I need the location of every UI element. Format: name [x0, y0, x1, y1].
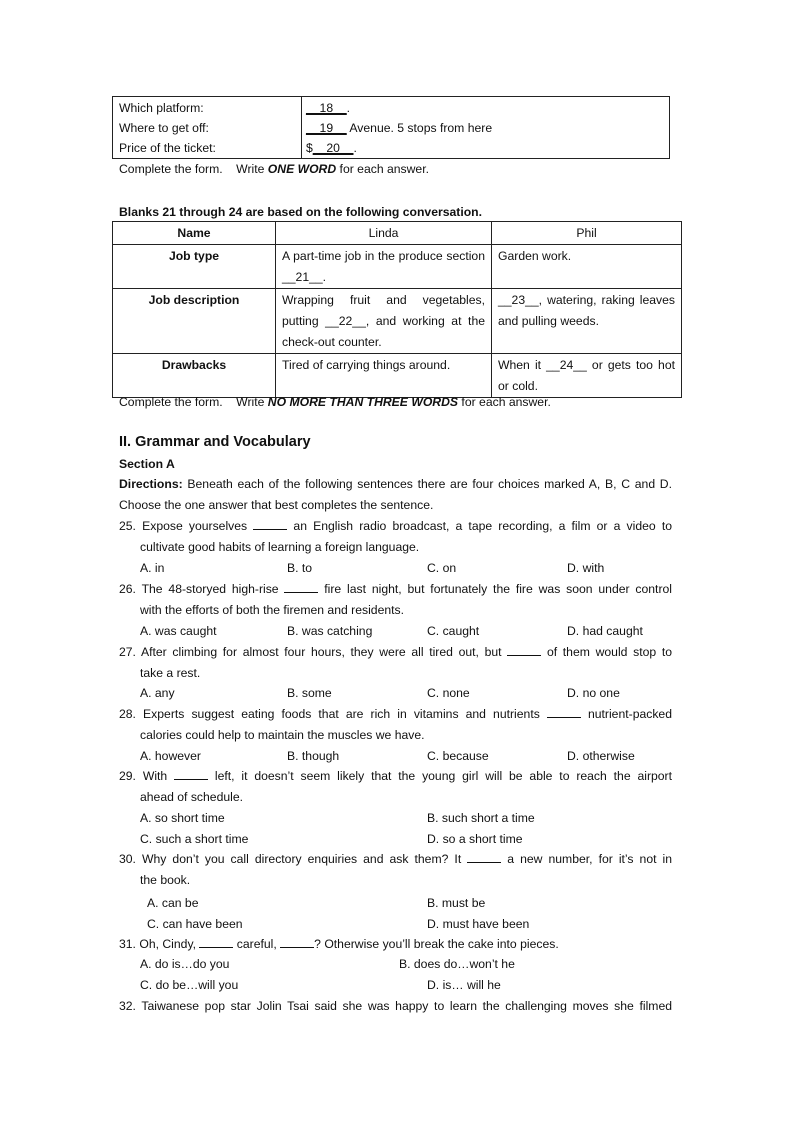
form-table-jobs	[112, 221, 682, 398]
answer-blank	[507, 645, 541, 656]
linda-cell: A part-time job in the produce section __21__.	[276, 245, 492, 289]
option-c: C. such a short time	[140, 832, 249, 846]
row-label: Job type	[113, 245, 276, 289]
question-28: 28. Experts suggest eating foods that are rich in vitamins and nutrients nutrient-packed calories could help to maintain the muscles we have.	[119, 707, 672, 742]
table-header-row	[113, 222, 682, 245]
table-row	[113, 245, 682, 289]
answer-blank	[467, 852, 501, 863]
option-b: B. was catching	[287, 624, 373, 638]
option-a: A. was caught	[140, 624, 217, 638]
option-c: C. can have been	[147, 917, 243, 931]
option-a: A. in	[140, 561, 165, 575]
option-b: B. must be	[427, 896, 486, 910]
table-row	[113, 289, 682, 354]
answer-blank	[253, 519, 287, 530]
linda-cell: Wrapping fruit and vegetables, putting __22__, and working at the check-out counter.	[276, 289, 492, 354]
form1-instruction: Complete the form. Write ONE WORD for each answer.	[119, 162, 429, 176]
option-d: D. no one	[567, 686, 620, 700]
phil-cell: When it __24__ or gets too hot or cold.	[492, 354, 682, 398]
question-32: 32. Taiwanese pop star Jolin Tsai said she was happy to learn the challenging moves she filmed	[119, 999, 672, 1013]
option-d: D. must have been	[427, 917, 530, 931]
answer-blank	[284, 582, 318, 593]
blank-19: __19__	[306, 121, 347, 135]
row-value: $__20__.	[306, 141, 357, 155]
question-29: 29. With left, it doesn’t seem likely that the young girl will be able to reach the airport ahead of schedule.	[119, 769, 673, 804]
option-a: A. however	[140, 749, 201, 763]
option-a: A. any	[140, 686, 175, 700]
table-row	[113, 138, 669, 158]
row-label: Price of the ticket:	[119, 141, 216, 155]
row-label: Where to get off:	[119, 121, 209, 135]
option-d: D. so a short time	[427, 832, 523, 846]
header-phil: Phil	[492, 222, 682, 245]
blank-20: __20__	[312, 141, 354, 155]
form2-intro: Blanks 21 through 24 are based on the following conversation.	[119, 205, 482, 219]
option-c: C. none	[427, 686, 470, 700]
option-d: D. had caught	[567, 624, 643, 638]
row-value: __19__ Avenue. 5 stops from here	[306, 121, 493, 135]
linda-cell: Tired of carrying things around.	[276, 354, 492, 398]
answer-blank	[199, 937, 233, 948]
option-d: D. is… will he	[427, 978, 501, 992]
option-c: C. on	[427, 561, 457, 575]
section-subtitle: Section A	[119, 457, 175, 471]
option-a: A. can be	[147, 896, 199, 910]
option-b: B. though	[287, 749, 340, 763]
option-b: B. does do…won’t he	[399, 957, 515, 971]
answer-blank	[280, 937, 314, 948]
option-a: A. do is…do you	[140, 957, 230, 971]
option-b: B. to	[287, 561, 313, 575]
option-b: B. some	[287, 686, 332, 700]
option-b: B. such short a time	[427, 811, 535, 825]
option-c: C. caught	[427, 624, 480, 638]
form-table-directions	[112, 96, 670, 159]
question-30: 30. Why don’t you call directory enquiries and ask them? It a new number, for it’s not in the book.	[119, 852, 673, 887]
table-row	[113, 354, 682, 398]
row-label: Job description	[113, 289, 276, 354]
option-a: A. so short time	[140, 811, 225, 825]
option-c: C. do be…will you	[140, 978, 239, 992]
answer-blank	[174, 769, 208, 780]
blank-18: __18__	[306, 101, 347, 115]
row-label: Which platform:	[119, 101, 204, 115]
section-title: II. Grammar and Vocabulary	[119, 434, 311, 450]
option-d: D. with	[567, 561, 605, 575]
answer-blank	[547, 707, 581, 718]
phil-cell: Garden work.	[492, 245, 682, 289]
directions: Directions: Beneath each of the following sentences there are four choices marked A, B, C and D. Choose the one answer that best completes the sentence.	[119, 477, 672, 512]
header-name: Name	[113, 222, 276, 245]
question-25: 25. Expose yourselves an English radio broadcast, a tape recording, a film or a video to cultivate good habits of learning a foreign language.	[119, 519, 672, 554]
option-c: C. because	[427, 749, 489, 763]
table-row	[113, 98, 669, 118]
question-27: 27. After climbing for almost four hours, they were all tired out, but of them would stop to take a rest.	[119, 645, 672, 680]
phil-cell: __23__, watering, raking leaves and pulling weeds.	[492, 289, 682, 354]
row-value: __18__.	[306, 101, 351, 115]
option-d: D. otherwise	[567, 749, 635, 763]
header-linda: Linda	[276, 222, 492, 245]
row-label: Drawbacks	[113, 354, 276, 398]
form2-instruction: Complete the form. Write NO MORE THAN THREE WORDS for each answer.	[119, 395, 551, 409]
question-26: 26. The 48-storyed high-rise fire last night, but fortunately the fire was soon under control with the efforts of both the firemen and residents.	[119, 582, 672, 617]
question-31: 31. Oh, Cindy, careful, ? Otherwise you’ll break the cake into pieces.	[119, 937, 559, 951]
table-row	[113, 118, 669, 138]
